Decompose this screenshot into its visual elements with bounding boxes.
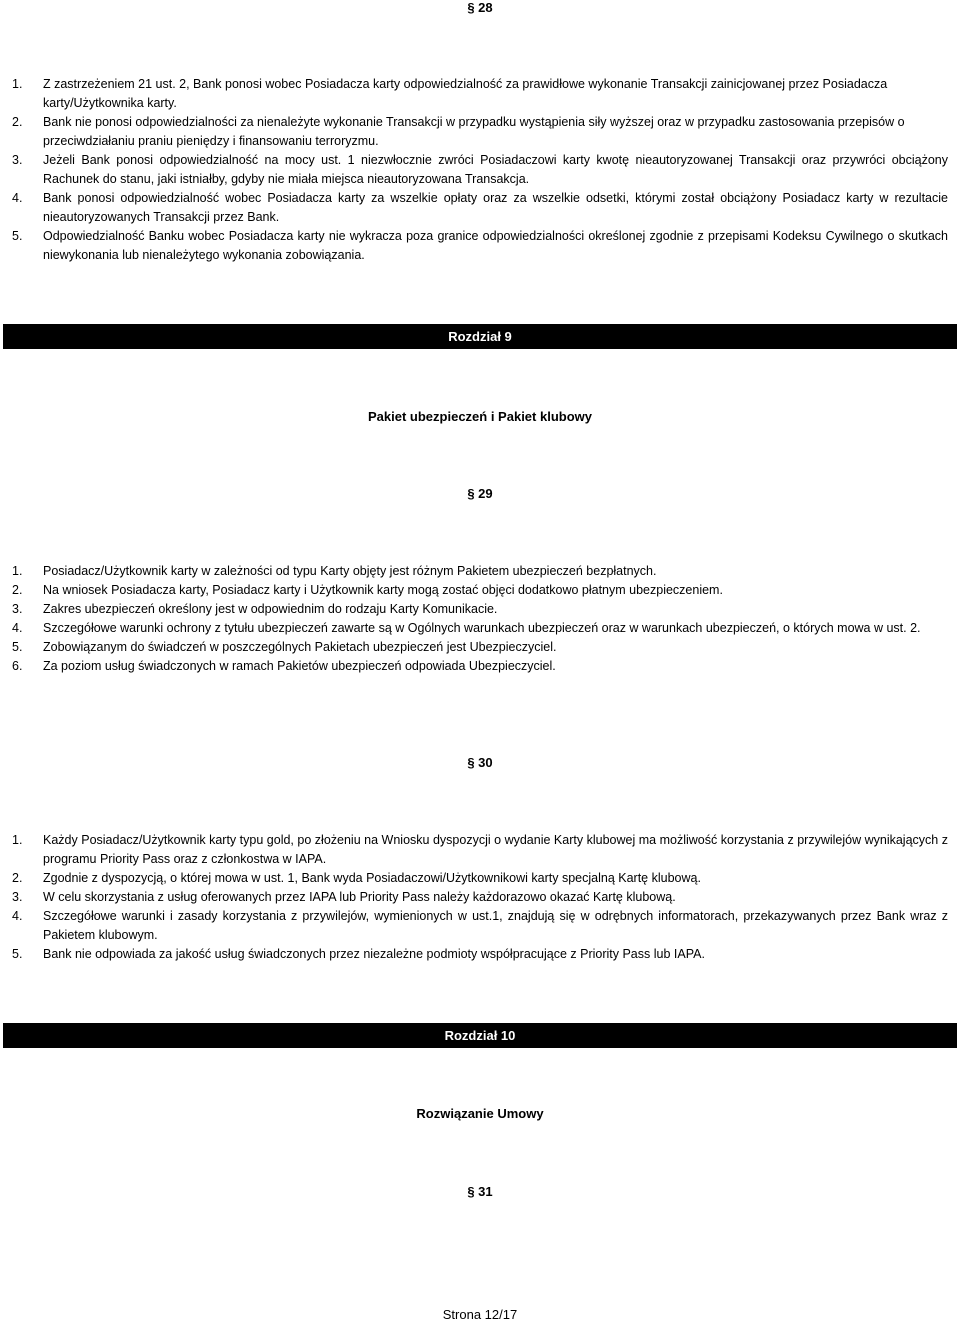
item-number: 5. <box>12 640 23 654</box>
item-text: Zakres ubezpieczeń określony jest w odpowiednim do rodzaju Karty Komunikacie. <box>43 602 498 616</box>
list-item <box>12 619 948 638</box>
item-number: 3. <box>12 890 23 904</box>
item-text: Posiadacz/Użytkownik karty w zależności od typu Karty objęty jest różnym Pakietem ubezpieczeń bezpłatnych. <box>43 564 657 578</box>
section-heading-31: § 31 <box>467 1184 493 1199</box>
chapter-title-10: Rozwiązanie Umowy <box>416 1106 544 1121</box>
item-text: Szczegółowe warunki i zasady korzystania z przywilejów, wymienionych w ust.1, znajdują się w odrębnych informatorach, przekazywanych przez Bank wraz z Pakietem klubowym. <box>43 909 948 942</box>
list-item <box>12 562 948 581</box>
item-number: 4. <box>12 909 23 923</box>
item-text: Odpowiedzialność Banku wobec Posiadacza karty nie wykracza poza granice odpowiedzialności określonej zgodnie z przepisami Kodeksu Cywilnego o skutkach niewykonania lub nienależytego wykonania zobowiązania. <box>43 229 948 262</box>
section-heading-29: § 29 <box>467 486 493 501</box>
item-number: 5. <box>12 229 23 243</box>
item-number: 4. <box>12 191 23 205</box>
section-28-list <box>12 75 948 265</box>
list-item <box>12 75 948 113</box>
chapter-title-9: Pakiet ubezpieczeń i Pakiet klubowy <box>368 409 592 424</box>
section-heading-30: § 30 <box>467 755 493 770</box>
list-item <box>12 638 948 657</box>
item-text: Bank nie ponosi odpowiedzialności za nienależyte wykonanie Transakcji w przypadku wystąpienia siły wyższej oraz w przypadku zastosowania przepisów o przeciwdziałaniu praniu pieniędzy i finansowaniu terroryzmu. <box>43 115 905 148</box>
item-text: Za poziom usług świadczonych w ramach Pakietów ubezpieczeń odpowiada Ubezpieczyciel. <box>43 659 556 673</box>
list-item <box>12 581 948 600</box>
list-item <box>12 869 948 888</box>
list-item <box>12 888 948 907</box>
item-text: Bank ponosi odpowiedzialność wobec Posiadacza karty za wszelkie opłaty oraz za wszelkie odsetki, którymi został obciążony Posiadacz karty w rezultacie nieautoryzowanych Transakcji przez Bank. <box>43 191 948 224</box>
section-29-list <box>12 562 948 676</box>
item-text: Każdy Posiadacz/Użytkownik karty typu gold, po złożeniu na Wniosku dyspozycji o wydanie Karty klubowej ma możliwość korzystania z przywilejów wynikających z programu Priority Pass oraz z członkostwa w IAPA. <box>43 833 948 866</box>
list-item <box>12 600 948 619</box>
section-heading-28: § 28 <box>467 0 493 15</box>
item-number: 2. <box>12 871 23 885</box>
list-item <box>12 113 948 151</box>
item-text: Zgodnie z dyspozycją, o której mowa w ust. 1, Bank wyda Posiadaczowi/Użytkownikowi karty specjalną Kartę klubową. <box>43 871 701 885</box>
list-item <box>12 945 948 964</box>
item-number: 3. <box>12 602 23 616</box>
item-text: Na wniosek Posiadacza karty, Posiadacz karty i Użytkownik karty mogą zostać objęci dodatkowo płatnym ubezpieczeniem. <box>43 583 723 597</box>
item-number: 6. <box>12 659 23 673</box>
item-text: Zobowiązanym do świadczeń w poszczególnych Pakietach ubezpieczeń jest Ubezpieczyciel. <box>43 640 557 654</box>
item-number: 1. <box>12 564 23 578</box>
item-number: 3. <box>12 153 23 167</box>
item-text: Szczegółowe warunki ochrony z tytułu ubezpieczeń zawarte są w Ogólnych warunkach ubezpieczeń oraz w warunkach ubezpieczeń, o których mowa w ust. 2. <box>43 621 921 635</box>
item-text: W celu skorzystania z usług oferowanych przez IAPA lub Priority Pass należy każdorazowo okazać Kartę klubową. <box>43 890 676 904</box>
list-item <box>12 151 948 189</box>
item-number: 1. <box>12 77 23 91</box>
item-text: Bank nie odpowiada za jakość usług świadczonych przez niezależne podmioty współpracujące z Priority Pass lub IAPA. <box>43 947 705 961</box>
item-number: 1. <box>12 833 23 847</box>
list-item <box>12 657 948 676</box>
list-item <box>12 907 948 945</box>
item-number: 2. <box>12 583 23 597</box>
chapter-banner-9: Rozdział 9 <box>3 324 957 349</box>
item-number: 2. <box>12 115 23 129</box>
item-number: 4. <box>12 621 23 635</box>
chapter-banner-10: Rozdział 10 <box>3 1023 957 1048</box>
page-number-footer: Strona 12/17 <box>442 1307 518 1322</box>
item-text: Z zastrzeżeniem 21 ust. 2, Bank ponosi wobec Posiadacza karty odpowiedzialność za prawidłowe wykonanie Transakcji zainicjowanej przez Posiadacza karty/Użytkownika karty. <box>43 77 888 110</box>
section-30-list <box>12 831 948 964</box>
item-number: 5. <box>12 947 23 961</box>
list-item <box>12 831 948 869</box>
list-item <box>12 189 948 227</box>
item-text: Jeżeli Bank ponosi odpowiedzialność na mocy ust. 1 niezwłocznie zwróci Posiadaczowi karty kwotę nieautoryzowanej Transakcji oraz przywróci obciążony Rachunek do stanu, jaki istniałby, gdyby nie miała miejsca nieautoryzowana Transakcja. <box>43 153 948 186</box>
list-item <box>12 227 948 265</box>
